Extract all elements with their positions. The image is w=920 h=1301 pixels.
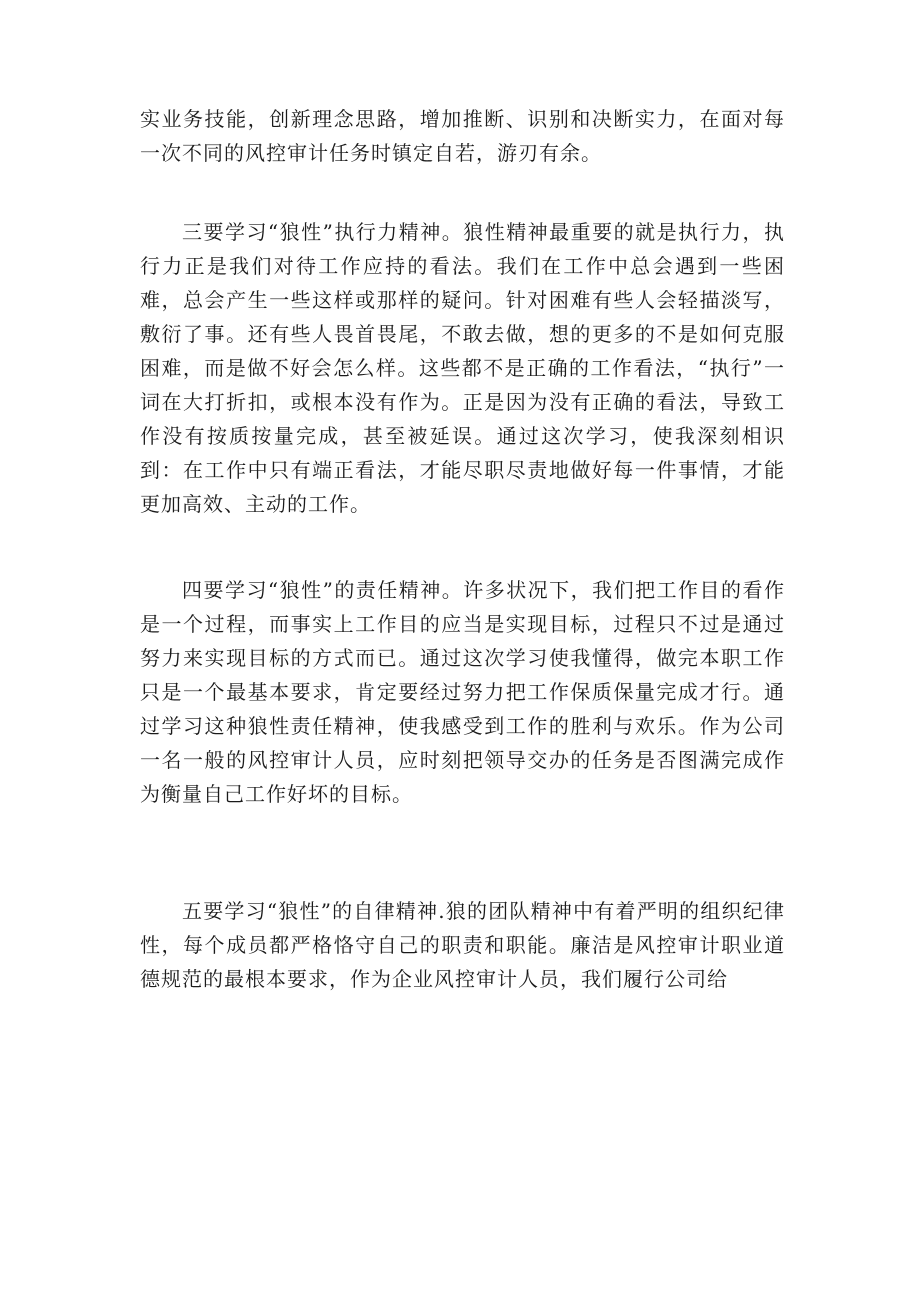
paragraph-responsibility-spirit: 四要学习“狼性”的责任精神。许多状况下，我们把工作目的看作是一个过程，而事实上工作目的应当是实现目标，过程只不过是通过努力来实现目标的方式而已。通过这次学习使我懂得，做完本职工作只是一个最基本要求，肯定要经过努力把工作保质保量完成才行。通过学习这种狼性责任精神，使我感受到工作的胜利与欢乐。作为公司一名一般的风控审计人员，应时刻把领导交办的任务是否图满完成作为衡量自己工作好坏的目标。 — [140, 578, 785, 806]
paragraph-execution-spirit: 三要学习“狼性”执行力精神。狼性精神最重要的就是执行力，执行力正是我们对待工作应持的看法。我们在工作中总会遇到一些困难，总会产生一些这样或那样的疑问。针对困难有些人会轻描淡写，敷衍了事。还有些人畏首畏尾，不敢去做，想的更多的不是如何克服困难，而是做不好会怎么样。这些都不是正确的工作看法，“执行”一词在大打折扣，或根本没有作为。正是因为没有正确的看法，导致工作没有按质按量完成，甚至被延误。通过这次学习，使我深刻相识到：在工作中只有端正看法，才能尽职尽责地做好每一件事情，才能更加高效、主动的工作。 — [140, 220, 785, 516]
paragraph-self-discipline-spirit: 五要学习“狼性”的自律精神.狼的团队精神中有着严明的组织纪律性，每个成员都严格恪守自己的职责和职能。廉洁是风控审计职业道德规范的最根本要求，作为企业风控审计人员，我们履行公司给 — [140, 899, 785, 991]
paragraph-continuation: 实业务技能，创新理念思路，增加推断、识别和决断实力，在面对每一次不同的风控审计任务时镇定自若，游刃有余。 — [140, 107, 785, 165]
